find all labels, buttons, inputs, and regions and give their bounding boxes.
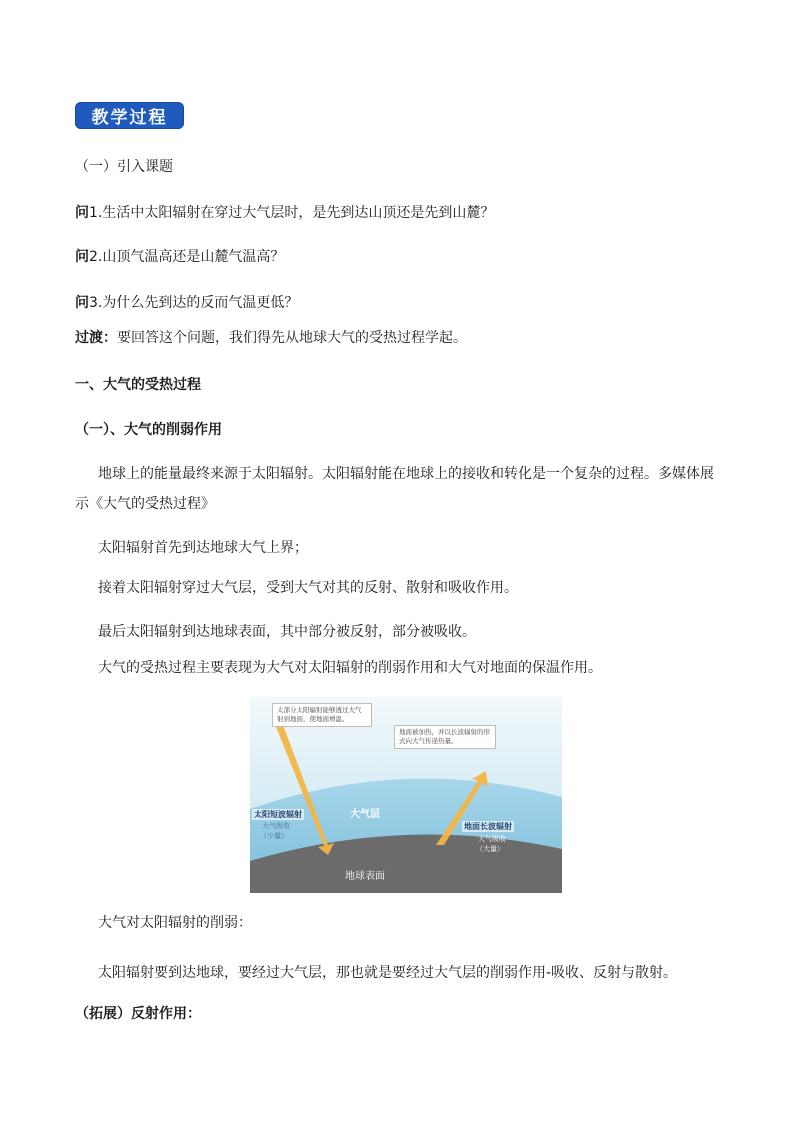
paragraph-1-line-2: 示《大气的受热过程》 bbox=[75, 496, 215, 512]
ground-amount-label: （大量） bbox=[476, 845, 504, 853]
paragraph-4: 最后太阳辐射到达地球表面，其中部分被反射，部分被吸收。 bbox=[98, 624, 476, 640]
paragraph-2: 太阳辐射首先到达地球大气上界； bbox=[98, 540, 308, 556]
question-text: 3.为什么先到达的反而气温更低？ bbox=[89, 295, 299, 311]
ground-absorb-label: 大气吸收 bbox=[478, 835, 506, 843]
subsection-one-heading: （一）、大气的削弱作用 bbox=[75, 422, 222, 438]
solar-radiation-label: 太阳短波辐射 bbox=[254, 810, 302, 819]
solar-absorb-label: 大气吸收 bbox=[262, 822, 290, 830]
figure-note-ground: 地面被加热，并以长波辐射的形式向大气传递热量。 bbox=[394, 725, 496, 749]
intro-heading: （一）引入课题 bbox=[75, 159, 173, 175]
paragraph-7: 太阳辐射要到达地球，要经过大气层，那也就是要经过大气层的削弱作用-吸收、反射与散射。 bbox=[98, 965, 678, 981]
question-3 bbox=[75, 292, 298, 314]
earth-surface-label: 地球表面 bbox=[345, 871, 385, 882]
atmosphere-label: 大气层 bbox=[350, 809, 380, 820]
transition bbox=[75, 327, 467, 349]
paragraph-5: 大气的受热过程主要表现为大气对太阳辐射的削弱作用和大气对地面的保温作用。 bbox=[98, 660, 602, 676]
paragraph-6: 大气对太阳辐射的削弱： bbox=[98, 915, 252, 931]
paragraph-3: 接着太阳辐射穿过大气层，受到大气对其的反射、散射和吸收作用。 bbox=[98, 580, 518, 596]
question-text: 2.山顶气温高还是山麓气温高？ bbox=[89, 249, 285, 265]
question-prefix: 问 bbox=[75, 249, 89, 265]
paragraph-1-line-1: 地球上的能量最终来源于太阳辐射。太阳辐射能在地球上的接收和转化是一个复杂的过程。多媒体展 bbox=[98, 466, 714, 482]
atmosphere-heating-figure bbox=[250, 697, 562, 893]
figure-note-solar: 太部分太阳辐射能够透过大气射到地面，使地面增温。 bbox=[272, 703, 372, 727]
transition-text: 要回答这个问题，我们得先从地球大气的受热过程学起。 bbox=[117, 330, 467, 346]
question-text: 1.生活中太阳辐射在穿过大气层时，是先到达山顶还是先到山麓？ bbox=[89, 205, 495, 221]
question-prefix: 问 bbox=[75, 205, 89, 221]
question-1 bbox=[75, 202, 494, 224]
transition-label: 过渡： bbox=[75, 330, 117, 346]
extension-heading: （拓展）反射作用： bbox=[75, 1006, 201, 1022]
ground-radiation-label: 地面长波辐射 bbox=[464, 822, 512, 831]
question-2 bbox=[75, 246, 284, 268]
solar-amount-label: （少量） bbox=[260, 832, 288, 840]
section-one-heading: 一、大气的受热过程 bbox=[75, 377, 201, 393]
section-badge: 教学过程 bbox=[75, 102, 184, 129]
question-prefix: 问 bbox=[75, 295, 89, 311]
